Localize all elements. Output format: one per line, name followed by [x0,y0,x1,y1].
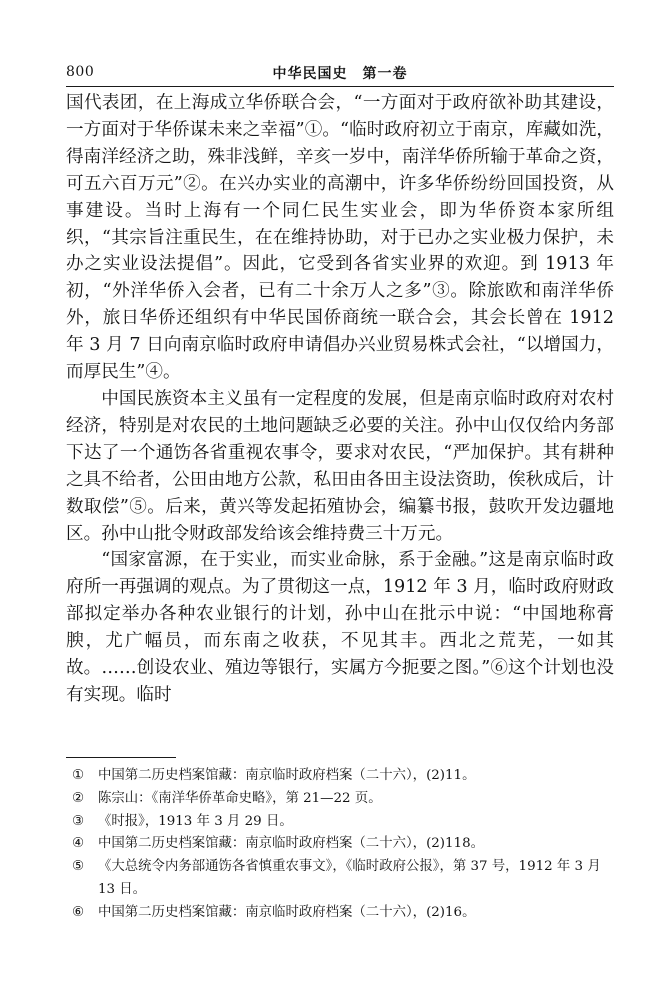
page-header [66,60,614,87]
footnote-item [66,788,614,811]
page-number: 800 [66,64,95,80]
paragraph-continuation: 国代表团，在上海成立华侨联合会，“一方面对于政府欲补助其建设，一方面对于华侨谋未来之幸福”①。“临时政府初立于南京，库藏如洗，得南洋经济之助，殊非浅鲜，辛亥一岁中，南洋华侨所输于革命之资，可五六百万元”②。在兴办实业的高潮中，许多华侨纷纷回国投资，从事建设。当时上海有一个同仁民生实业会，即为华侨资本家所组织，“其宗旨注重民生，在在维持协助，对于已办之实业极力保护，未办之实业设法提倡”。因此，它受到各省实业界的欢迎。到 1913 年初，“外洋华侨入会者，已有二十余万人之多”③。除旅欧和南洋华侨外，旅日华侨还组织有中华民国侨商统一联合会，其会长曾在 1912 年 3 月 7 日向南京临时政府申请倡办兴业贸易株式会社，“以增国力，而厚民生”④。 [66,93,614,383]
footnotes [66,765,614,925]
footnote-item [66,811,614,834]
footnote-item [66,765,614,788]
paragraph: “国家富源，在于实业，而实业命脉，系于金融。”这是南京临时政府所一再强调的观点。为了贯彻这一点，1912 年 3 月，临时政府财政部拟定举办各种农业银行的计划，孙中山在批示中说：“中国地称膏腴，尤广幅员，而东南之收获，不见其丰。西北之荒芜，一如其故。……创设农业、殖边等银行，实属方今扼要之图。”⑥这个计划也没有实现。临时 [66,550,614,705]
running-head: 中华民国史 第一卷 [272,66,408,82]
footnote-mark: ① [72,768,85,783]
footnote-item [66,856,614,902]
footnote-text: 中国第二历史档案馆藏：南京临时政府档案（二十六），(2)11。 [98,768,476,783]
footnote-mark: ⑤ [72,859,85,875]
body-text [66,90,614,709]
footnote-separator [66,757,176,758]
footnote-text: 《时报》，1913 年 3 月 29 日。 [98,813,293,829]
footnote-mark: ⑥ [72,904,85,920]
footnote-text: 中国第二历史档案馆藏：南京临时政府档案（二十六），(2)118。 [98,836,484,852]
paragraph: 中国民族资本主义虽有一定程度的发展，但是南京临时政府对农村经济，特别是对农民的土地问题缺乏必要的关注。孙中山仅仅给内务部下达了一个通饬各省重视农事令，要求对农民，“严加保护。其有耕种之具不给者，公田由地方公款，私田由各田主设法资助，俟秋成后，计数取偿”⑤。后来，黄兴等发起拓殖协会，编纂书报，鼓吹开发边疆地区。孙中山批令财政部发给该会维持费三十万元。 [66,388,614,544]
footnote-item [66,833,614,856]
footnote-text: 中国第二历史档案馆藏：南京临时政府档案（二十六），(2)16。 [98,904,476,920]
footnote-item [66,902,614,925]
footnote-mark: ② [72,790,85,806]
footnote-text: 《大总统令内务部通饬各省慎重农事文》，《临时政府公报》，第 37 号，1912 年 3 月 13 日。 [98,859,601,897]
footnote-text: 陈宗山：《南洋华侨革命史略》，第 21—22 页。 [98,790,382,806]
footnote-mark: ③ [72,813,85,829]
footnote-mark: ④ [72,836,85,852]
